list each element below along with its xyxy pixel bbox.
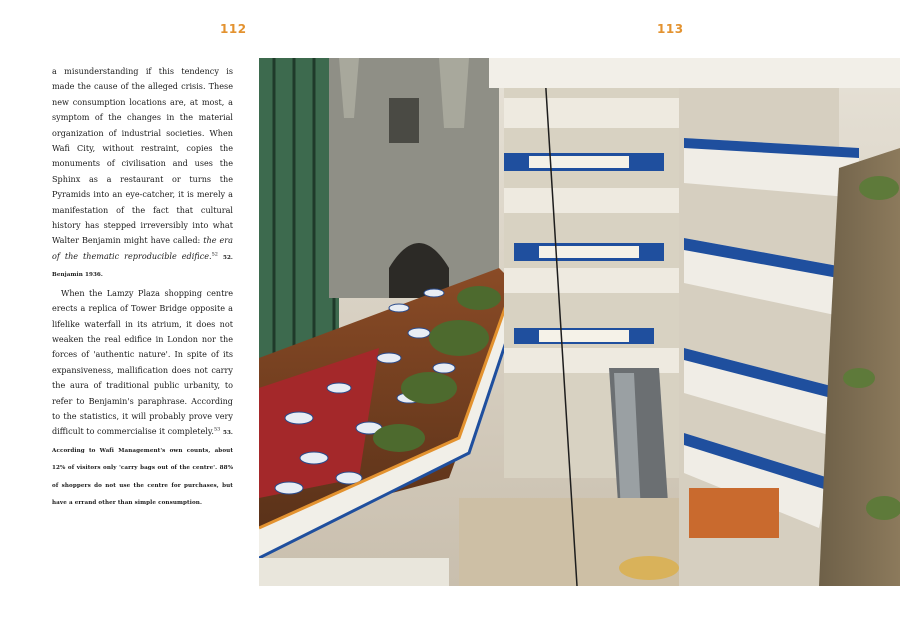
page-number-right: 113 [657, 22, 684, 36]
body-text-column [52, 64, 233, 513]
mall-atrium-photo [259, 58, 900, 586]
page-number-left: 112 [220, 22, 247, 36]
paragraph-1-emphasis: the era of the thematic reproducible edifice. [52, 235, 233, 261]
footnote-53: 53. According to Wafi Management's own counts, about 12% of visitors only 'carry bags out of the centre'. 88% of shoppers do not use the centre for purchases, but have a errand other than simple consumption. [52, 430, 233, 506]
paragraph-1 [52, 64, 233, 284]
paragraph-1-text: a misunderstanding if this tendency is made the cause of the alleged crisis. These new consumption locations are, at most, a symptom of the changes in the material organization of industrial societies. When Wafi City, without restraint, copies the monuments of civilisation and uses the Sphinx as a restaurant or turns the Pyramids into an eye-catcher, it is merely a manifestation of the fact that cultural history has stepped irreversibly into what Walter Benjamin might have called: [52, 66, 233, 246]
paragraph-2-text: When the Lamzy Plaza shopping centre erects a replica of Tower Bridge opposite a lifelike waterfall in its atrium, it does not weaken the real edifice in London nor the forces of 'authentic nature'. In spite of its expansiveness, mallification does not carry the aura of traditional public urbanity, to refer to Benjamin's paraphrase. According to the statistics, it will probably prove very difficult to commercialise it completely. [52, 287, 233, 437]
footnote-52: 52. Benjamin 1936. [52, 254, 233, 279]
footnote-ref-52: 52 [211, 251, 218, 258]
footnote-ref-53: 53 [213, 426, 221, 433]
paragraph-2 [52, 286, 233, 512]
